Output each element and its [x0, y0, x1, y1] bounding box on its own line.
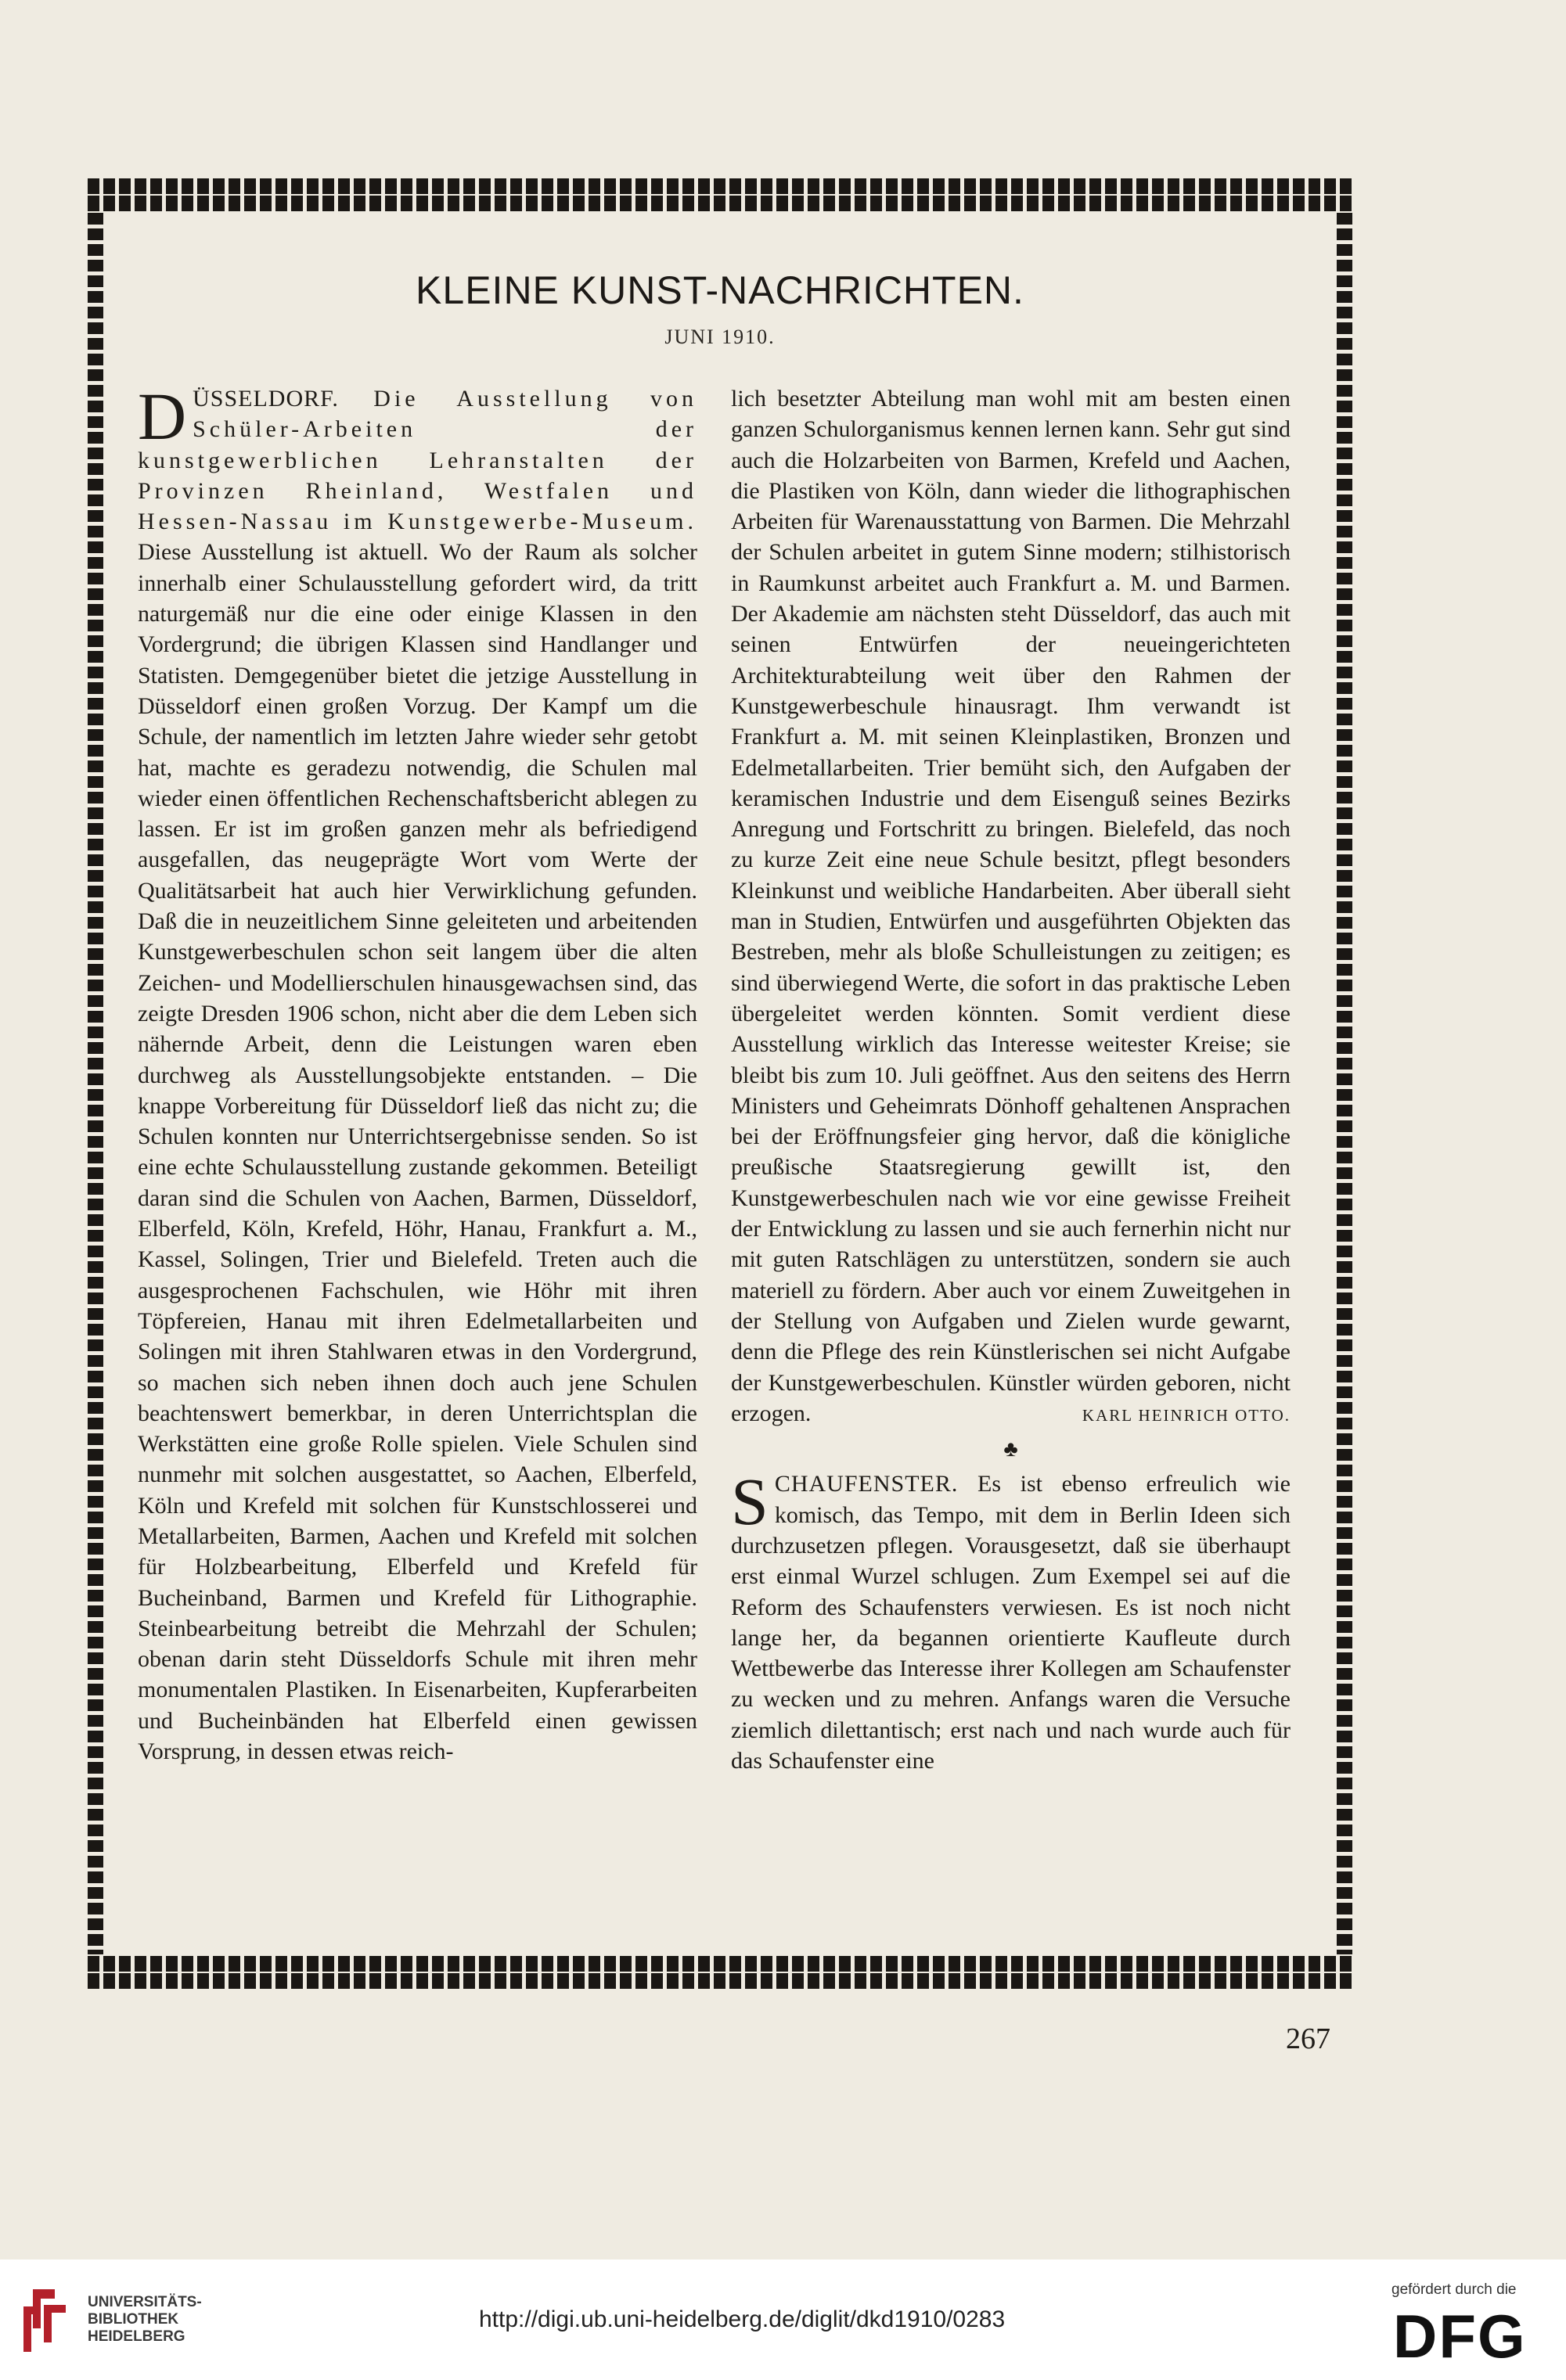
university-name-line1: UNIVERSITÄTS-: [88, 2294, 202, 2310]
frame-top-inner: [88, 196, 1352, 211]
ornament-icon: ♣: [1003, 1437, 1018, 1462]
frame-top-outer: [88, 178, 1352, 194]
article-body-left: Diese Ausstellung ist aktuell. Wo der Raum als solcher innerhalb einer Schulausstellung gefordert wird, da tritt naturgemäß nur die eine oder einige Klassen in den Vordergrund; die übrigen Klassen sind Handlanger und Statisten. Demgegenüber bietet die jetzige Ausstellung in Düsseldorf einen großen Vorzug. Der Kampf um die Schule, der namentlich im letzten Jahre wieder sehr getobt hat, machte es geradezu notwendig, die Schulen mal wieder einen öffentlichen Rechenschaftsbericht ablegen zu lassen. Er ist im großen ganzen mehr als befriedigend ausgefallen, das neugeprägte Wort vom Werte der Qualitätsarbeit hat auch hier Verwirklichung gefunden. Daß die in neuzeitlichem Sinne geleiteten und arbeitenden Kunstgewerbeschulen schon seit langem über die alten Zeichen- und Modellierschulen hinausgewachsen sind, das zeigte Dresden 1906 schon, nicht aber die dem Leben sich nähernde Arbeit, denn die Leistungen waren eben durchweg als Ausstellungsobjekte entstanden. – Die knappe Vorbereitung für Düsseldorf ließ das nicht zu; die Schulen konnten nur Unterrichtsergebnisse senden. So ist eine echte Schulausstellung zustande gekommen. Beteiligt daran sind die Schulen von Aachen, Barmen, Düsseldorf, Elberfeld, Köln, Krefeld, Höhr, Hanau, Frankfurt a. M., Kassel, Solingen, Trier und Bielefeld. Treten auch die ausgesprochenen Fachschulen, wie Höhr mit ihren Töpfereien, Hanau mit ihren Edelmetallarbeiten und Solingen mit ihren Stahlwaren etwas in den Vordergrund, so machen sich neben ihnen doch auch jene Schulen beachtenswert bemerkbar, in deren Unterrichtsplan die Werkstätten eine große Rolle spielen. Viele Schulen sind nunmehr mit solchen ausgestattet, so Aachen, Elberfeld, Köln und Krefeld mit solchen für Kunstschlosserei und Metallarbeiten, Barmen, Aachen und Krefeld mit solchen für Holzbearbeitung, Elberfeld und Krefeld für Bucheinband, Barmen und Krefeld für Lithographie. Steinbearbeitung betreibt die Mehrzahl der Schulen; obenan darin steht Düsseldorfs Schule mit ihren mehr monumentalen Plastiken. In Eisenarbeiten, Kupferarbeiten und Bucheinbänden hat Elberfeld einen gewissen Vorsprung, in dessen etwas reich-: [138, 539, 697, 1765]
university-logo-icon: [17, 2281, 75, 2360]
article-intro-spaced: Die Ausstellung von Schüler-Arbeiten der kunstgewerblichen Lehranstalten der Provinzen Rheinland, Westfalen und Hessen-Nassau im Kunstgewerbe-Museum.: [138, 386, 697, 535]
dfg-logo: DFG: [1393, 2302, 1527, 2371]
article-schaufenster: [731, 1464, 1291, 1776]
footer-bar: [0, 2260, 1566, 2380]
column-left: [138, 383, 697, 1948]
page-title: KLEINE KUNST-NACHRICHTEN.: [416, 268, 1024, 312]
frame-left: [88, 213, 103, 1954]
article-lead-duesseldorf: ÜSSELDORF.: [193, 386, 339, 412]
page-number: 267: [1286, 2022, 1330, 2055]
article-body-schaufenster: Es ist ebenso erfreulich wie komisch, das Tempo, mit dem in Berlin Ideen sich durchzusetzen pflegen. Vorausgesetzt, daß sie überhaupt erst einmal Wurzel schlugen. Zum Exempel sei auf die Reform des Schaufensters verwiesen. Es ist noch nicht lange her, da begannen orientierte Kaufleute durch Wettbewerbe das Interesse ihrer Kollegen am Schaufenster zu wecken und zu mehren. Anfangs waren die Versuche ziemlich dilettantisch; erst nach und nach wurde auch für das Schaufenster eine: [731, 1471, 1291, 1774]
frame-bottom-outer: [88, 1973, 1352, 1989]
frame-bottom-inner: [88, 1956, 1352, 1972]
article-duesseldorf-continued: lich besetzter Abteilung man wohl mit am besten einen ganzen Schulorganismus kennen lernen kann. Sehr gut sind auch die Holzarbeiten von Barmen, Krefeld und Aachen, die Plastiken von Köln, dann wieder die lithographischen Arbeiten für Warenausstattung von Barmen. Die Mehrzahl der Schulen arbeitet in gutem Sinne modern; stilhistorisch in Raumkunst arbeitet auch Frankfurt a. M. und Barmen. Der Akademie am nächsten steht Düsseldorf, das auch mit seinen Entwürfen der neueingerichteten Architekturabteilung weit über den Rahmen der Kunstgewerbeschule hinausragt. Ihm verwandt ist Frankfurt a. M. mit seinen Kleinplastiken, Bronzen und Edelmetallarbeiten. Trier bemüht sich, den Aufgaben der keramischen Industrie und dem Eisenguß seines Bezirks Anregung und Fortschritt zu bringen. Bielefeld, das noch zu kurze Zeit eine neue Schule besitzt, pflegt besonders Kleinkunst und weibliche Handarbeiten. Aber überall sieht man in Studien, Entwürfen und ausgeführten Objekten das Bestreben, mehr als bloße Schulleistungen zu zeitigen; es sind überwiegend Werte, die sofort in das praktische Leben übergeleitet werden könnten. Somit verdient diese Ausstellung wirklich das Interesse weitester Kreise; sie bleibt bis zum 10. Juli geöffnet. Aus den seitens des Herrn Ministers und Geheimrats Dönhoff gehaltenen Ansprachen bei der Eröffnungsfeier ging hervor, daß die königliche preußische Staatsregierung gewillt ist, den Kunstgewerbeschulen nach wie vor eine gewisse Freiheit der Entwicklung zu lassen und sie auch fernerhin nicht nur mit guten Ratschlägen zu unterstützen, sondern sie auch materiell zu fördern. Aber auch vor einem Zuweitgehen in der Stellung von Aufgaben und Zielen wurde gewarnt, denn die Pflege des rein Künstlerischen sei nicht Aufgabe der Kunstgewerbeschulen. Künstler würden geboren, nicht erzogen.: [731, 386, 1291, 1426]
issue-date: JUNI 1910.: [664, 325, 776, 348]
author-signature: KARL HEINRICH OTTO.: [1082, 1406, 1291, 1425]
university-name: [88, 2294, 202, 2346]
column-right: [731, 383, 1291, 1948]
funding-text: gefördert durch die: [1391, 2281, 1517, 2298]
article-lead-schaufenster: CHAUFENSTER.: [774, 1471, 959, 1497]
dropcap-s: S: [731, 1464, 769, 1540]
dropcap-d: D: [138, 383, 187, 454]
article-duesseldorf-start: [138, 383, 697, 1767]
permalink-url[interactable]: http://digi.ub.uni-heidelberg.de/diglit/dkd1910/0283: [479, 2306, 1006, 2332]
university-name-line3: HEIDELBERG: [88, 2328, 185, 2345]
university-name-line2: BIBLIOTHEK: [88, 2311, 179, 2328]
frame-right: [1337, 213, 1352, 1954]
